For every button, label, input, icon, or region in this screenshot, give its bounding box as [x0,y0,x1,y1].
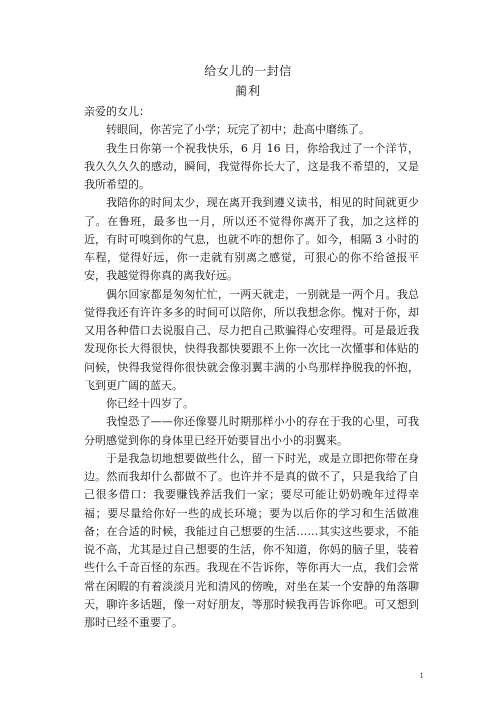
letter-body [84,103,419,632]
author-name: 蔺利 [234,84,261,98]
letter-title: 给女儿的一封信 [204,64,292,78]
paragraph: 我惶恐了——你还像婴儿时期那样小小的存在于我的心里，可我分明感觉到你的身体里已经开始要冒出小小的羽翼来。 [84,415,419,447]
salutation: 亲爱的女儿： [84,105,150,118]
paragraph: 偶尔回家都是匆匆忙忙，一两天就走，一别就是一两个月。我总觉得我还有许许多多的时间可以陪你，所以我想念你。愧对于你，却又用各种借口去说服自己、尽力把自己欺骗得心安理得。可是最近我发现你长大得很快，快得我都快要跟不上你一次比一次懂事和体贴的问候，快得我觉得你很快就会像羽翼丰满的小鸟那样挣脱我的怀抱，飞到更广阔的蓝天。 [84,287,419,392]
paragraph: 我陪你的时间太少，现在离开我到遵义读书，相见的时间就更少了。在鲁班，最多也一月，所以还不觉得你离开了我，加之这样的近，有时可嗅到你的气息，也就不咋的想你了。如今，相隔 3 小时的车程，觉得好远，你一走就有别离之感觉，可狠心的你不给爸报平安，我越觉得你真的离我好远。 [84,196,419,283]
paragraph: 于是我急切地想要做些什么，留一下时光，或是立即把你带在身边。然而我却什么都做不了。也许并不是真的做不了，只是我给了自己很多借口：我要赚钱养活我们一家；要尽可能让奶奶晚年过得幸福；要尽量给你好一些的成长环境；要为以后你的学习和生活做准备；在合适的时候，我能过自己想要的生活……其实这些要求，不能说不高，尤其是过自己想要的生活，你不知道，你妈的脑子里，装着些什么千奇百怪的东西。我现在不告诉你，等你再大一点，我们会常常在闲暇的有着淡淡月光和清风的傍晚，对坐在某一个安静的角落聊天，聊许多话题，像一对好朋友，等那时候我再告诉你吧。可又想到那时已经不重要了。 [84,451,419,629]
page-number: 1 [419,672,424,680]
paragraph: 我生日你第一个祝我快乐，6 月 16 日，你给我过了一个洋节，我久久久久的感动，瞬间，我觉得你长大了，这是我不希望的，又是我所希望的。 [84,141,419,191]
paragraph: 转眼间，你苦完了小学；玩完了初中；赴高中磨练了。 [106,123,370,137]
paragraph: 你已经十四岁了。 [106,397,194,410]
